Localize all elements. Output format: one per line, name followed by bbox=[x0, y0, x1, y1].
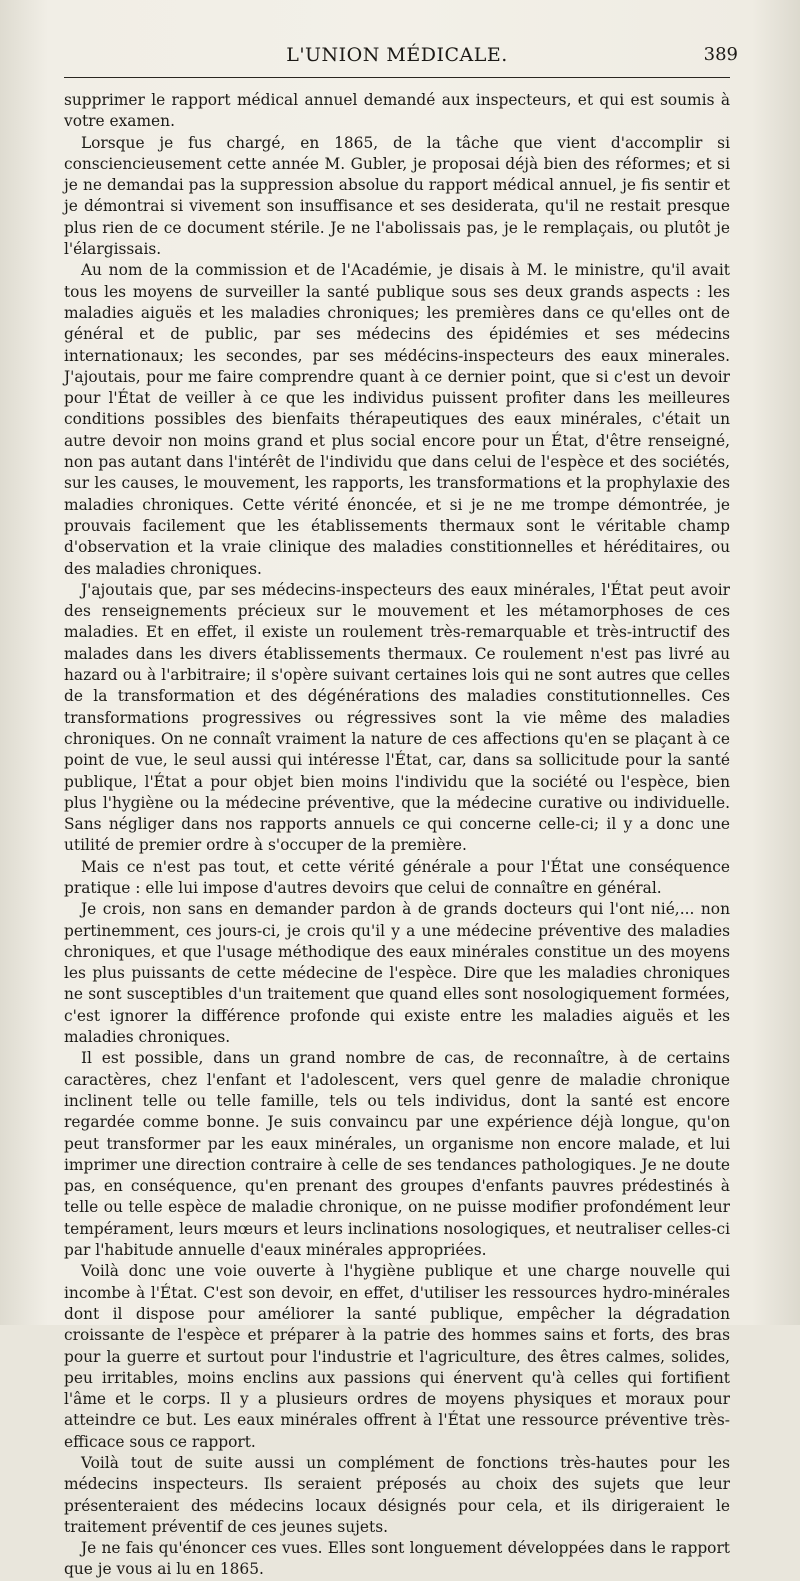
paragraph: Mais ce n'est pas tout, et cette vérité générale a pour l'État une conséquence pratique : elle lui impose d'autres devoirs que celui de connaître en général. bbox=[64, 857, 730, 897]
body-text bbox=[64, 90, 730, 1581]
paragraph: Il est possible, dans un grand nombre de cas, de reconnaître, à de certains caractères, chez l'enfant et l'adolescent, vers quel genre de maladie chronique inclinent telle ou telle famille, tels ou tels individus, dont la santé est encore regardée comme bonne. Je suis convaincu par une expérience déjà longue, qu'on peut transformer par les eaux minérales, un organisme non encore malade, et lui imprimer une direction contraire à celle de ses tendances pathologiques. Je ne doute pas, en conséquence, qu'en prenant des groupes d'enfants pauvres prédestinés à telle ou telle espèce de maladie chronique, on ne puisse modifier profondément leur tempérament, leurs mœurs et leurs inclinations nosologiques, et neutraliser celles-ci par l'habitude annuelle d'eaux minérales appropriées. bbox=[64, 1049, 730, 1260]
running-header bbox=[64, 44, 738, 74]
paragraph: supprimer le rapport médical annuel demandé aux inspecteurs, et qui est soumis à votre examen. bbox=[64, 91, 730, 131]
paragraph: Je ne fais qu'énoncer ces vues. Elles sont longuement développées dans le rapport que je vous ai lu en 1865. bbox=[64, 1539, 730, 1579]
journal-title: L'UNION MÉDICALE. bbox=[286, 44, 508, 66]
paragraph: Voilà tout de suite aussi un complément de fonctions très-hautes pour les médecins inspecteurs. Ils seraient préposés au choix des sujets que leur présenteraient des médecins locaux désignés pour cela, et ils dirigeraient le traitement préventif de ces jeunes sujets. bbox=[64, 1454, 730, 1536]
paragraph: Voilà donc une voie ouverte à l'hygiène publique et une charge nouvelle qui incombe à l'État. C'est son devoir, en effet, d'utiliser les ressources hydro-minérales dont il dispose pour améliorer la santé publique, empêcher la dégradation croissante de l'espèce et préparer à la patrie des hommes sains et forts, des bras pour la guerre et surtout pour l'industrie et l'agriculture, des êtres calmes, solides, peu irritables, moins enclins aux passions qui énervent qu'à celles qui fortifient l'âme et le corps. Il y a plusieurs ordres de moyens physiques et moraux pour atteindre ce but. Les eaux minérales offrent à l'État une ressource préventive très-efficace sous ce rapport. bbox=[64, 1262, 730, 1451]
page-number: 389 bbox=[703, 44, 738, 65]
paragraph: Au nom de la commission et de l'Académie, je disais à M. le ministre, qu'il avait tous les moyens de surveiller la santé publique sous ses deux grands aspects : les maladies aiguës et les maladies chroniques; les premières dans ce qu'elles ont de général et de public, par ses médecins des épidémies et ses médecins internationaux; les secondes, par ses médécins-inspecteurs des eaux minerales. J'ajoutais, pour me faire comprendre quant à ce dernier point, que si c'est un devoir pour l'État de veiller à ce que les individus puissent profiter dans les meilleures conditions possibles des bienfaits thérapeutiques des eaux minérales, c'était un autre devoir non moins grand et plus social encore pour un État, d'être renseigné, non pas autant dans l'intérêt de l'individu que dans celui de l'espèce et des sociétés, sur les causes, le mouvement, les rapports, les transformations et la prophylaxie des maladies chroniques. Cette vérité énoncée, et si je ne me trompe démontrée, je prouvais facilement que les établissements thermaux sont le véritable champ d'observation et la vraie clinique des maladies constitionnelles et héréditaires, ou des maladies chroniques. bbox=[64, 261, 730, 578]
paragraph: J'ajoutais que, par ses médecins-inspecteurs des eaux minérales, l'État peut avoir des renseignements précieux sur le mouvement et les métamorphoses de ces maladies. Et en effet, il existe un roulement très-remarquable et très-intructif des malades dans les divers établissements thermaux. Ce roulement n'est pas livré au hazard ou à l'arbitraire; il s'opère suivant certaines lois qui ne sont autres que celles de la transformation et des dégénérations des maladies constitutionnelles. Ces transformations progressives ou régressives sont la vie même des maladies chroniques. On ne connaît vraiment la nature de ces affections qu'en se plaçant à ce point de vue, le seul aussi qui intéresse l'État, car, dans sa sollicitude pour la santé publique, l'État a pour objet bien moins l'individu que la société ou l'espèce, bien plus l'hygiène ou la médecine préventive, que la médecine curative ou individuelle. Sans négliger dans nos rapports annuels ce qui concerne celle-ci; il y a donc une utilité de premier ordre à s'occuper de la première. bbox=[64, 580, 730, 855]
header-rule bbox=[64, 77, 730, 78]
paragraph: Je crois, non sans en demander pardon à de grands docteurs qui l'ont nié,... non pertinemment, ces jours-ci, je crois qu'il y a une médecine préventive des maladies chroniques, et que l'usage méthodique des eaux minérales constitue un des moyens les plus puissants de cette médecine de l'espèce. Dire que les maladies chroniques ne sont susceptibles d'un traitement que quand elles sont nosologiquement formées, c'est ignorer la différence profonde qui existe entre les maladies aiguës et les maladies chroniques. bbox=[64, 900, 730, 1047]
paragraph: Lorsque je fus chargé, en 1865, de la tâche que vient d'accomplir si consciencieusement cette année M. Gubler, je proposai déjà bien des réformes; et si je ne demandai pas la suppression absolue du rapport médical annuel, je fis sentir et je démontrai si vivement son insuffisance et ses desiderata, qu'il ne restait presque plus rien de ce document stérile. Je ne l'abolissais pas, je le remplaçais, ou plutôt je l'élargissais. bbox=[64, 133, 730, 259]
